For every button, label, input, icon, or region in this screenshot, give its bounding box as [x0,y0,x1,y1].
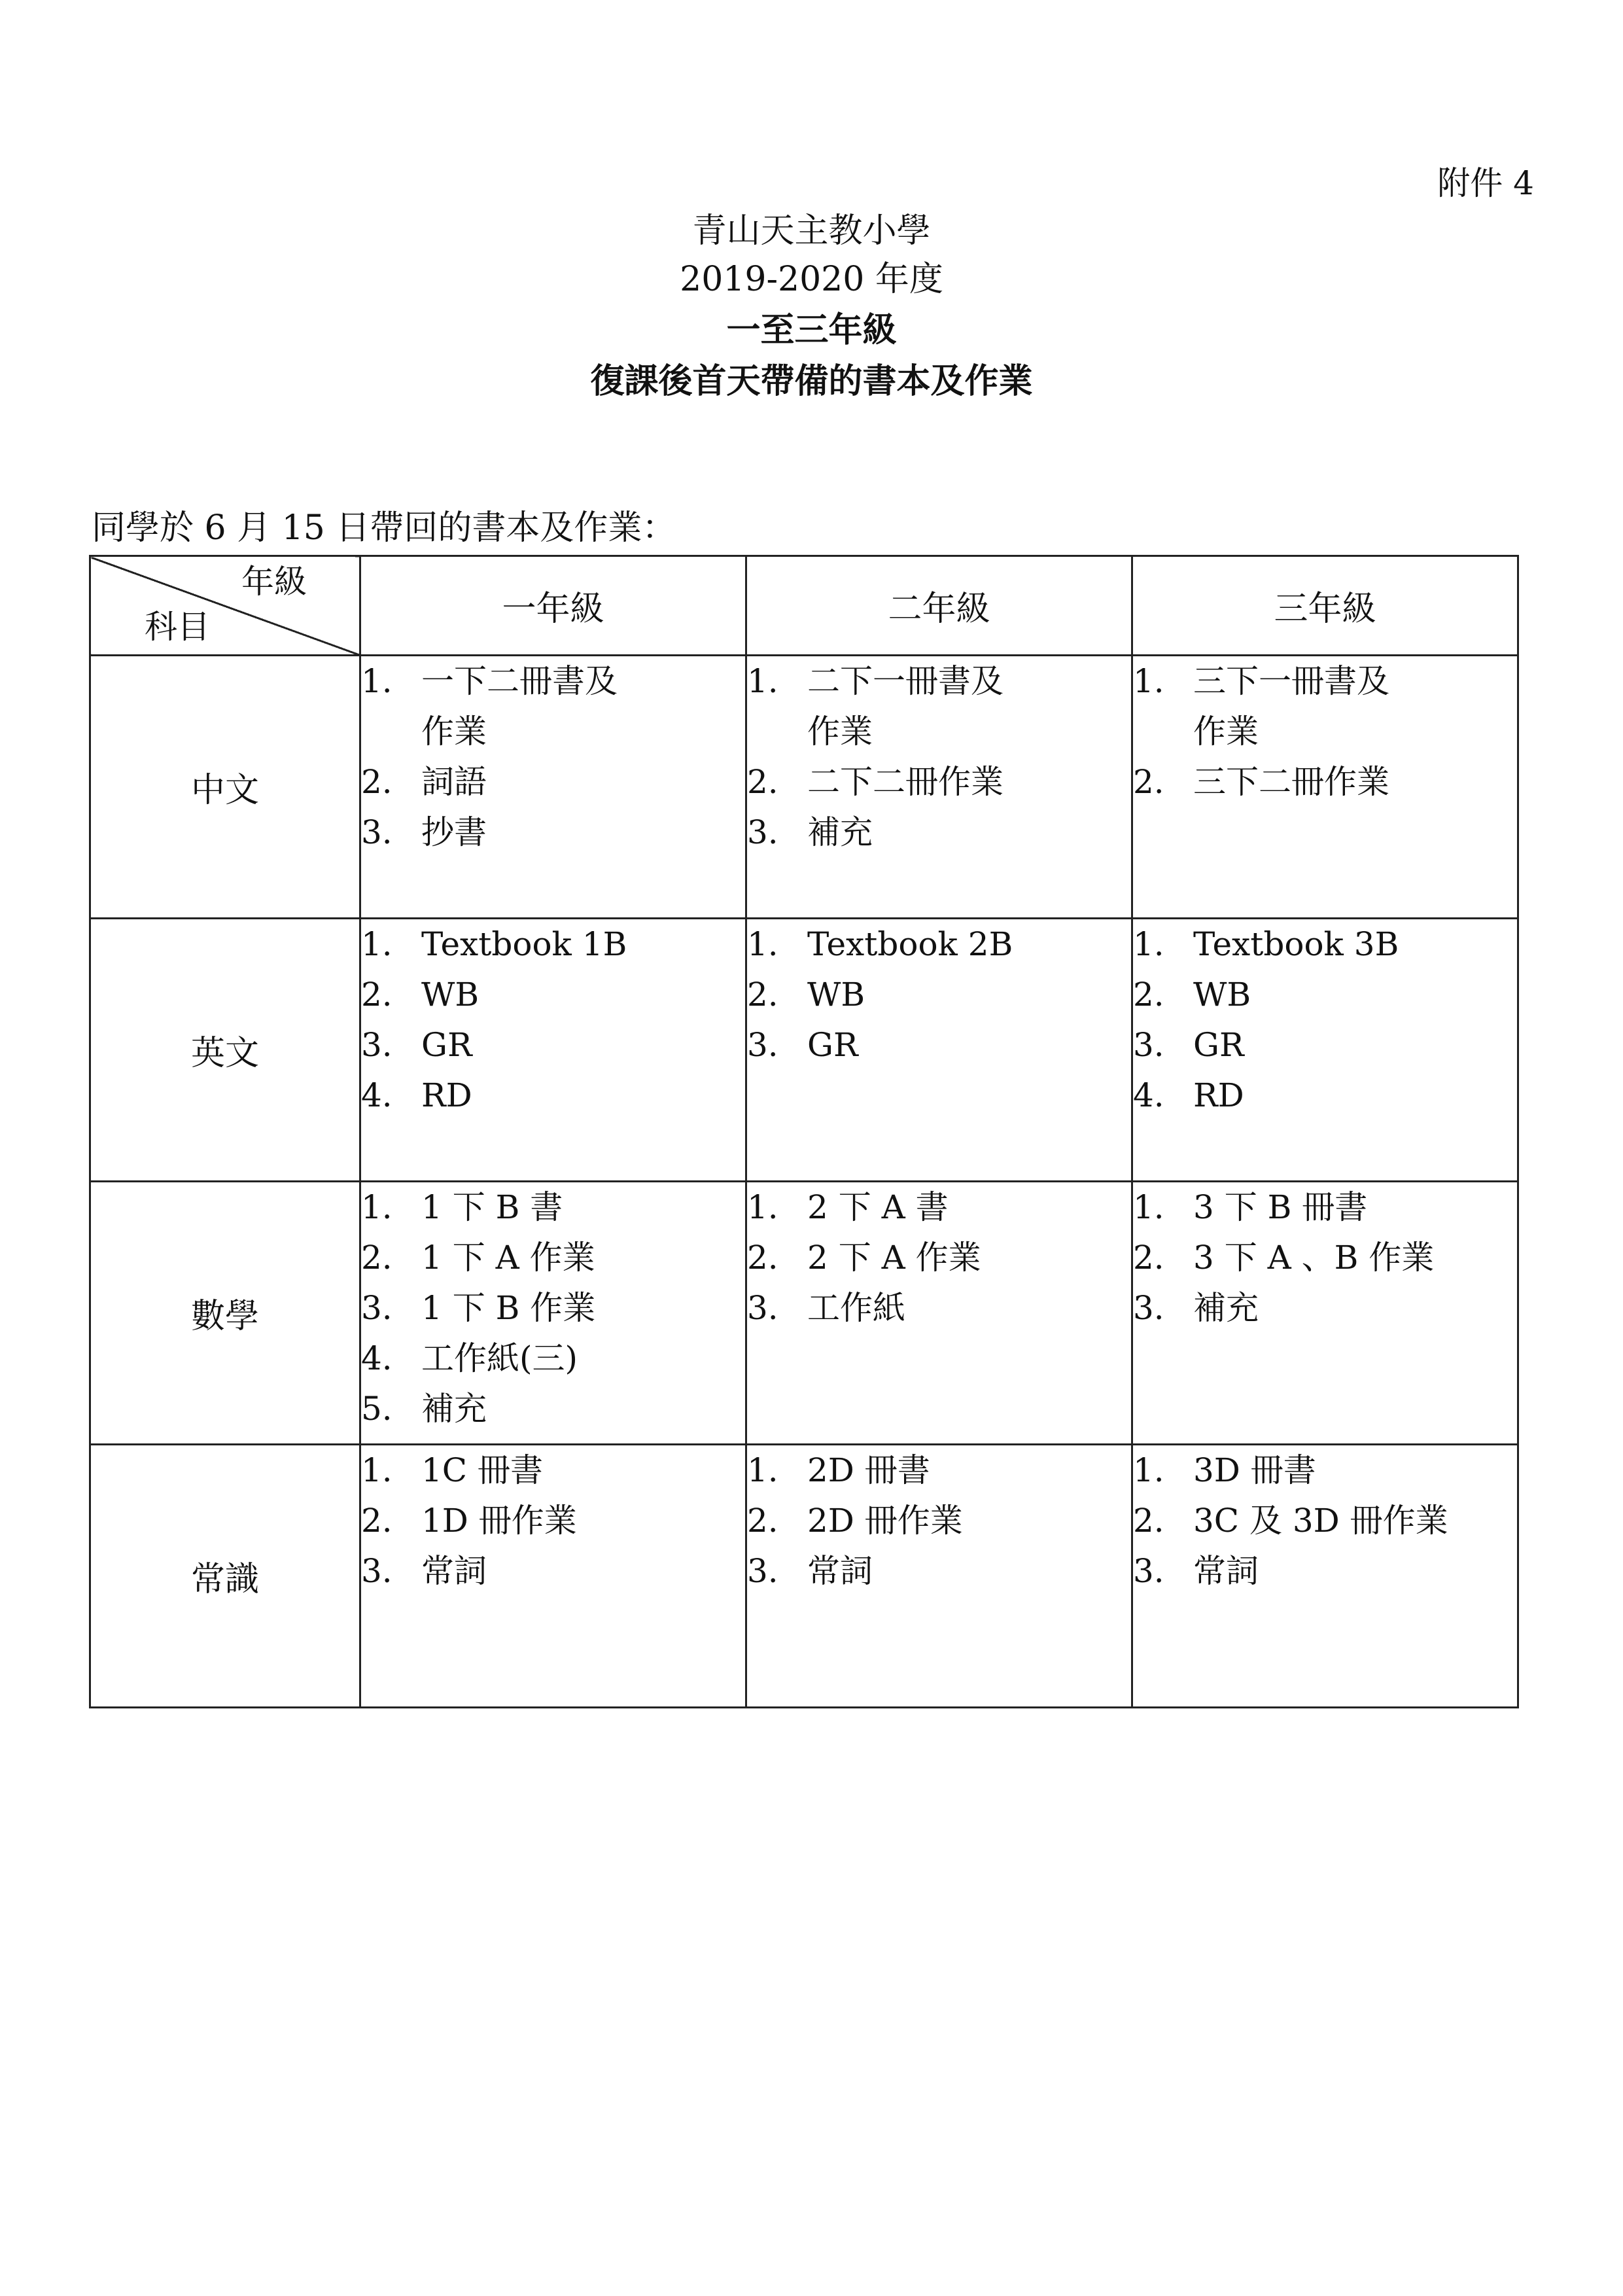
list-item [747,1283,1131,1333]
item-text: 3C 及 3D 冊作業 [1193,1502,1448,1540]
item-number: 1. [747,1188,778,1226]
list-item [361,1384,745,1434]
academic-year: 2019-2020 年度 [680,260,943,299]
item-number: 3. [747,1026,778,1064]
item-list [361,1445,745,1597]
items-cell [360,1182,746,1445]
item-text: 2 下 A 作業 [807,1239,981,1277]
item-number: 3. [1133,1289,1164,1327]
table-body [90,656,1518,1708]
item-number: 2. [747,1502,778,1540]
document-title: 復課後首天帶備的書本及作業 [590,361,1033,401]
item-text: 1 下 B 書 [421,1188,563,1226]
grades-range: 一至三年級 [726,310,897,350]
books-homework-table [89,555,1519,1708]
grade-header: 二年級 [746,556,1132,656]
intro-text: 同學於 6 月 15 日帶回的書本及作業： [92,508,676,548]
list-item [747,1546,1131,1597]
item-number: 3. [747,1289,778,1327]
list-item [1133,1020,1517,1070]
item-text: RD [1193,1076,1244,1114]
item-number: 2. [361,1239,393,1277]
item-text: 3D 冊書 [1193,1451,1316,1489]
list-item [361,1020,745,1070]
item-text: 工作紙(三) [421,1339,578,1377]
item-number: 2. [747,763,778,801]
list-item [747,1020,1131,1070]
item-list [1133,656,1517,807]
item-list [747,656,1131,858]
list-item [361,1283,745,1333]
item-text: 2D 冊作業 [807,1502,963,1540]
items-cell [1132,656,1518,919]
items-cell [746,919,1132,1182]
item-number: 3. [1133,1026,1164,1064]
list-item [747,1496,1131,1546]
list-item [1133,919,1517,970]
item-number: 3. [361,1026,393,1064]
item-text: 1 下 A 作業 [421,1239,595,1277]
item-number: 3. [1133,1552,1164,1590]
list-item [1133,757,1517,807]
item-text: WB [1193,976,1251,1014]
item-number: 2. [747,1239,778,1277]
item-number: 1. [361,1451,393,1489]
item-number: 3. [747,1552,778,1590]
item-text: RD [421,1076,472,1114]
item-text: 補充 [807,813,873,851]
item-text: 3 下 A 、B 作業 [1193,1239,1435,1277]
item-list [747,919,1131,1070]
item-text: 二下二冊作業 [807,763,1003,801]
item-text: 詞語 [421,763,487,801]
item-list [361,656,745,858]
item-text: 常詞 [807,1552,873,1590]
grade-header: 三年級 [1132,556,1518,656]
items-cell [1132,1445,1518,1708]
item-text: 三下一冊書及 作業 [1193,662,1389,751]
item-text: WB [807,976,865,1014]
items-cell [746,656,1132,919]
list-item [1133,1445,1517,1496]
table-corner-cell [90,556,360,656]
table-row [90,1445,1518,1708]
item-text: 常詞 [421,1552,487,1590]
item-number: 3. [747,813,778,851]
item-number: 3. [361,1289,393,1327]
list-item [361,1496,745,1546]
item-number: 1. [1133,1451,1164,1489]
item-number: 4. [1133,1076,1164,1114]
item-text: Textbook 1B [421,925,627,963]
item-text: 2 下 A 書 [807,1188,949,1226]
items-cell [360,919,746,1182]
item-text: 常詞 [1193,1552,1259,1590]
list-item [1133,1546,1517,1597]
list-item [1133,1182,1517,1233]
item-number: 2. [361,1502,393,1540]
item-text: 2D 冊書 [807,1451,930,1489]
item-number: 2. [1133,1239,1164,1277]
items-cell [746,1445,1132,1708]
items-cell [360,1445,746,1708]
item-list [361,919,745,1121]
subject-cell: 常識 [90,1445,360,1708]
item-text: Textbook 2B [807,925,1013,963]
item-number: 1. [361,1188,393,1226]
item-text: 抄書 [421,813,487,851]
item-number: 1. [1133,1188,1164,1226]
list-item [747,757,1131,807]
subject-cell: 數學 [90,1182,360,1445]
subject-cell: 英文 [90,919,360,1182]
item-number: 1. [361,662,393,700]
list-item [361,919,745,970]
item-number: 2. [1133,976,1164,1014]
item-number: 2. [1133,1502,1164,1540]
list-item [361,1233,745,1283]
item-text: 3 下 B 冊書 [1193,1188,1368,1226]
item-text: 1 下 B 作業 [421,1289,596,1327]
list-item [361,656,745,757]
item-list [1133,1445,1517,1597]
list-item [1133,1283,1517,1333]
item-number: 4. [361,1339,393,1377]
item-list [747,1182,1131,1333]
item-text: 1D 冊作業 [421,1502,577,1540]
list-item [361,1070,745,1121]
item-number: 2. [361,763,393,801]
subject-cell: 中文 [90,656,360,919]
list-item [361,970,745,1020]
list-item [747,656,1131,757]
list-item [1133,1233,1517,1283]
items-cell [1132,1182,1518,1445]
item-number: 2. [747,976,778,1014]
list-item [747,970,1131,1020]
item-number: 2. [1133,763,1164,801]
item-number: 2. [361,976,393,1014]
item-number: 1. [1133,925,1164,963]
list-item [361,1182,745,1233]
list-item [361,1333,745,1384]
list-item [361,807,745,858]
item-text: 1C 冊書 [421,1451,543,1489]
table-row [90,1182,1518,1445]
list-item [747,1182,1131,1233]
item-number: 1. [747,925,778,963]
list-item [361,757,745,807]
list-item [747,807,1131,858]
item-number: 1. [361,925,393,963]
table-header-row [90,556,1518,656]
table-row [90,656,1518,919]
item-text: GR [807,1026,858,1064]
item-list [747,1445,1131,1597]
item-text: 補充 [421,1390,487,1428]
item-text: WB [421,976,480,1014]
item-text: 工作紙 [807,1289,905,1327]
list-item [747,1233,1131,1283]
item-number: 1. [1133,662,1164,700]
item-text: Textbook 3B [1193,925,1399,963]
list-item [1133,970,1517,1020]
item-list [361,1182,745,1434]
corner-subject-label: 科目 [145,608,210,646]
items-cell [746,1182,1132,1445]
table-row [90,919,1518,1182]
list-item [361,1546,745,1597]
corner-grade-label: 年級 [241,563,307,601]
item-text: 一下二冊書及 作業 [421,662,618,751]
item-number: 1. [747,1451,778,1489]
item-text: 補充 [1193,1289,1259,1327]
item-number: 5. [361,1390,393,1428]
list-item [1133,656,1517,757]
list-item [747,919,1131,970]
school-name: 青山天主教小學 [692,211,931,251]
item-list [1133,1182,1517,1333]
item-number: 4. [361,1076,393,1114]
items-cell [360,656,746,919]
item-list [1133,919,1517,1121]
item-number: 3. [361,813,393,851]
attachment-label: 附件 4 [1437,164,1534,202]
item-number: 3. [361,1552,393,1590]
item-text: GR [1193,1026,1244,1064]
item-text: GR [421,1026,472,1064]
list-item [1133,1496,1517,1546]
item-text: 二下一冊書及 作業 [807,662,1003,751]
list-item [1133,1070,1517,1121]
list-item [747,1445,1131,1496]
list-item [361,1445,745,1496]
grade-header: 一年級 [360,556,746,656]
items-cell [1132,919,1518,1182]
item-number: 1. [747,662,778,700]
item-text: 三下二冊作業 [1193,763,1389,801]
